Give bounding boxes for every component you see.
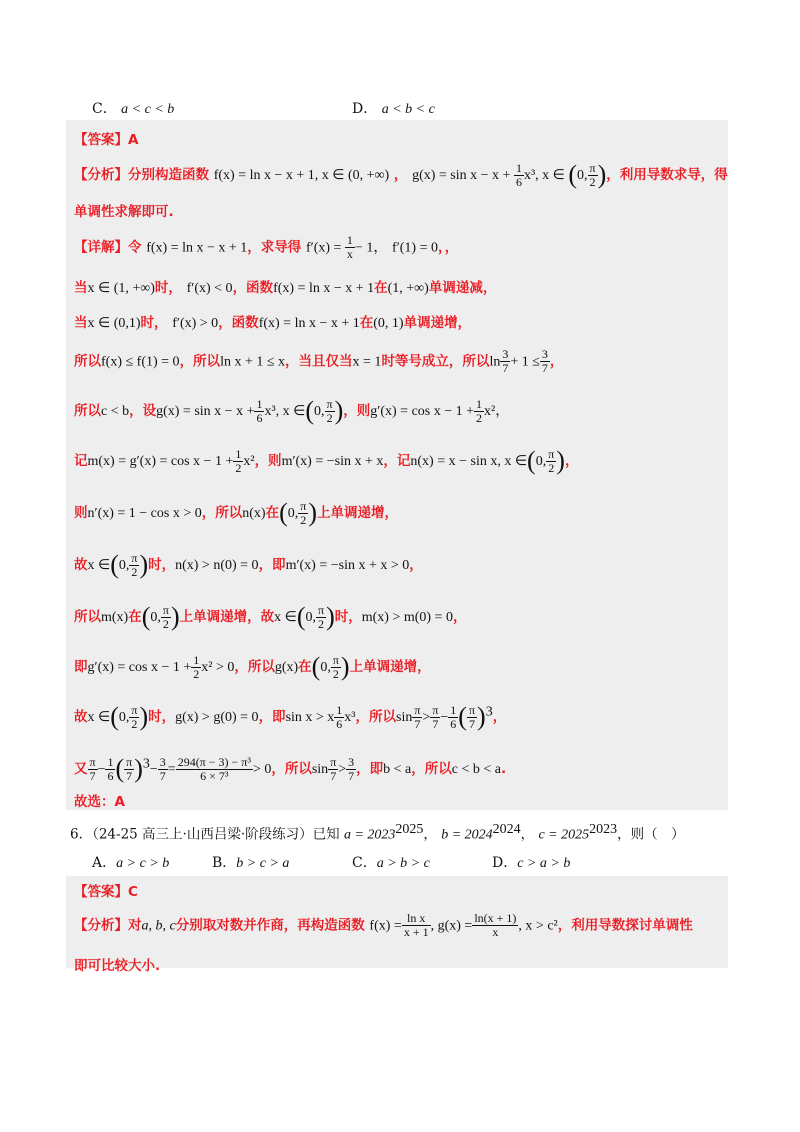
option-c bbox=[92, 98, 174, 118]
answer-line bbox=[74, 880, 138, 900]
analysis-line-2 bbox=[74, 200, 174, 220]
math: f′(x) = bbox=[305, 240, 345, 256]
answer-value: A bbox=[128, 132, 139, 148]
answer-line bbox=[74, 128, 138, 148]
math: g(x) = sin x − x + bbox=[412, 168, 514, 183]
question-6-stem: 6．（24-25 高三上·山西吕梁·阶段练习）已知 $a = 2023^{2025}$， $b = 2024^{2024}$， $c = 2025^{2023}$，则（ ） bbox=[70, 822, 685, 843]
detail-line-9: 所以m(x)在(0, $\frac{\pi}{2}$ )上单调递增，故x ∈(0, $\frac{\pi}{2}$ )时，m(x) > m(0) = 0， bbox=[74, 602, 467, 631]
math: x³, x ∈ bbox=[523, 168, 569, 183]
text: 单调性求解即可. bbox=[74, 204, 174, 220]
detail-line-8: 故x ∈(0, $\frac{\pi}{2}$ )时，n(x) > n(0) = 0，即m′(x) = −sin x + x > 0， bbox=[74, 550, 423, 579]
analysis-line-1: 【分析】对a, b, c分别取对数并作商，再构造函数 f(x) = $\frac{\text{ln x}}{x + 1}$ , g(x) = $\frac{\ln(x + 1)}{x}$ , x > c²，利用导数探讨单调性 bbox=[74, 911, 693, 939]
answer-value: C bbox=[128, 884, 138, 900]
option-expression: a < b < c bbox=[381, 102, 435, 117]
option-d bbox=[352, 98, 435, 118]
math: f(x) = ln x − x + 1 bbox=[146, 240, 248, 256]
option-expression: b > c > a bbox=[236, 856, 290, 871]
detail-line-12: 又 $\frac{\pi}{7}$ − $\frac{1}{6}$ ( $\frac{\pi}{7}$ )$^3$− $\frac{3}{7}$ = $\frac{\text{294(π − 3) − π³}}{\text{6 × 7³}}$ > 0，所以sin $\frac{\pi}{7}$ > $\frac{3}{7}$ ，即b < a，所以c < b < a. bbox=[74, 754, 507, 783]
detail-line-3: 当x ∈ (0,1)时， f′(x) > 0，函数f(x) = ln x − x + 1在(0, 1)单调递增， bbox=[74, 315, 472, 331]
choose-value: A bbox=[114, 794, 125, 810]
analysis-line-1: 【分析】分别构造函数 f(x) = ln x − x + 1, x ∈ (0, +∞) ， g(x) = sin x − x + $\frac{1}{6}$ x³, x ∈ (0, $\frac{\pi}{2}$ )，利用导数求导，得 bbox=[74, 160, 728, 189]
option-label: C． bbox=[92, 101, 117, 117]
detail-line-6: 记m(x) = g′(x) = cos x − 1 + $\frac{1}{2}$ x²，则m′(x) = −sin x + x，记n(x) = x − sin x, x ∈(0, $\frac{\pi}{2}$ )， bbox=[74, 446, 579, 475]
question-number: 6． bbox=[70, 826, 93, 843]
q6-option-c[interactable] bbox=[352, 852, 430, 872]
detail-line-1: 【详解】令 f(x) = ln x − x + 1，求导得 f′(x) = $\frac{1}{x}$ − 1， f′(1) = 0，， bbox=[74, 233, 459, 261]
option-label: D． bbox=[352, 101, 378, 117]
option-expression: c > a > b bbox=[517, 856, 571, 871]
fraction: $\frac{1}{6}$ bbox=[515, 160, 522, 189]
math: b = 2024 bbox=[441, 827, 493, 843]
option-expression: a > b > c bbox=[376, 856, 430, 871]
q6-option-d[interactable] bbox=[492, 852, 570, 872]
option-label: C． bbox=[352, 855, 377, 871]
option-label: D． bbox=[492, 855, 518, 871]
math: f(x) = ln x − x + 1, x ∈ (0, +∞) bbox=[213, 168, 390, 183]
detail-line-5: 所以c < b，设g(x) = sin x − x + $\frac{1}{6}$ x³, x ∈(0, $\frac{\pi}{2}$ )，则g′(x) = cos x − 1 + $\frac{1}{2}$ x²， bbox=[74, 396, 510, 425]
math: c = 2025 bbox=[538, 827, 590, 843]
option-label: A． bbox=[92, 855, 117, 871]
choose-line bbox=[74, 790, 125, 810]
detail-line-7: 则n′(x) = 1 − cos x > 0，所以n(x)在(0, $\frac{\pi}{2}$ )上单调递增， bbox=[74, 498, 398, 527]
answer-tag: 【答案】 bbox=[74, 132, 128, 148]
question-source: （24-25 高三上·山西吕梁·阶段练习）已知 bbox=[92, 826, 340, 843]
option-expression: a > c > b bbox=[116, 856, 170, 871]
detail-tag: 【详解】 bbox=[74, 239, 128, 256]
text: ， bbox=[393, 167, 408, 183]
detail-line-10: 即g′(x) = cos x − 1 + $\frac{1}{2}$ x² > 0，所以g(x)在(0, $\frac{\pi}{2}$ )上单调递增， bbox=[74, 652, 431, 681]
math: a = 2023 bbox=[343, 827, 396, 843]
analysis-tag: 【分析】 bbox=[74, 917, 128, 934]
q6-option-a[interactable] bbox=[92, 852, 169, 872]
detail-line-11: 故x ∈(0, $\frac{\pi}{2}$ )时，g(x) > g(0) = 0，即sin x > x $\frac{1}{6}$ x³，所以sin $\frac{\pi}{7}$ > $\frac{\pi}{7}$ − $\frac{1}{6}$ ( $\frac{\pi}{7}$ )$^3$， bbox=[74, 702, 507, 731]
answer-tag: 【答案】 bbox=[74, 884, 128, 900]
text: ，利用导数求导，得 bbox=[606, 167, 728, 183]
text: 分别构造函数 bbox=[128, 167, 209, 183]
analysis-line-2: 即可比较大小. bbox=[74, 958, 161, 974]
analysis-tag: 【分析】 bbox=[74, 167, 128, 183]
detail-line-2: 当x ∈ (1, +∞)时， f′(x) < 0，函数f(x) = ln x − x + 1在(1, +∞)单调递减， bbox=[74, 280, 497, 296]
detail-line-4: 所以f(x) ≤ f(1) = 0，所以ln x + 1 ≤ x，当且仅当x = 1时等号成立，所以ln $\frac{3}{7}$ + 1 ≤ $\frac{3}{7}$ ， bbox=[74, 347, 564, 375]
option-expression: a < c < b bbox=[121, 102, 175, 117]
option-label: B． bbox=[212, 855, 237, 871]
q6-option-b[interactable] bbox=[212, 852, 289, 872]
choose-tag: 故选： bbox=[74, 794, 115, 810]
math: f′(1) = 0 bbox=[392, 240, 438, 256]
